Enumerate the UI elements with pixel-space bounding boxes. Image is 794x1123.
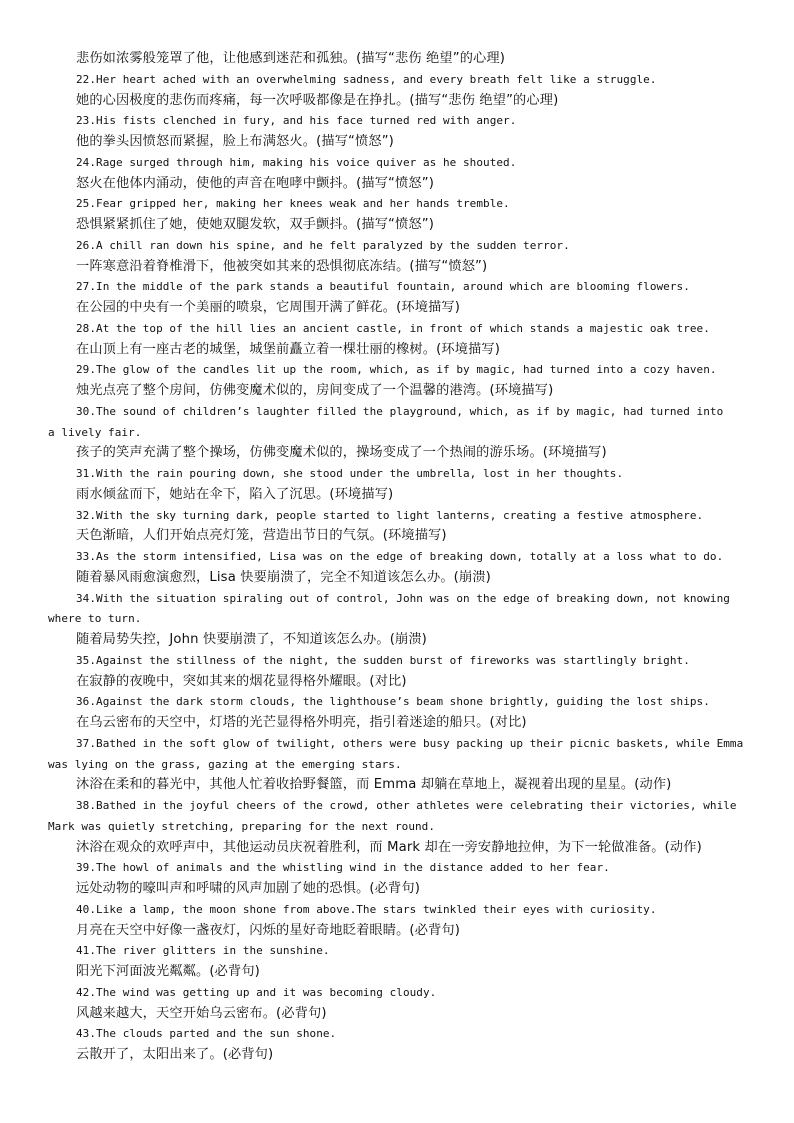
english-sentence-line: 34.With the situation spiraling out of control, John was on the edge of breaking down, not knowing xyxy=(76,591,730,605)
english-sentence-line: 31.With the rain pouring down, she stood under the umbrella, lost in her thoughts. xyxy=(76,467,624,480)
english-sentence-line: 39.The howl of animals and the whistling wind in the distance added to her fear. xyxy=(76,861,610,875)
english-sentence-line: 23.His fists clenched in fury, and his face turned red with anger. xyxy=(76,114,517,128)
chinese-translation-line: 云散开了，太阳出来了。(必背句) xyxy=(76,1047,274,1062)
english-sentence-line: 25.Fear gripped her, making her knees weak and her hands tremble. xyxy=(76,197,510,211)
chinese-translation-line: 一阵寒意沿着脊椎滑下，他被突如其来的恐惧彻底冻结。(描写“愤怒”) xyxy=(76,258,488,274)
chinese-translation-line: 他的拳头因愤怒而紧握，脸上布满怒火。(描写“愤怒”) xyxy=(76,134,394,149)
english-sentence-line: 24.Rage surged through him, making his voice quiver as he shouted. xyxy=(76,155,517,169)
chinese-translation-line: 在寂静的夜晚中，突如其来的烟花显得格外耀眼。(对比) xyxy=(76,673,407,689)
english-sentence-line: 28.At the top of the hill lies an ancient castle, in front of which stands a majestic oak tree. xyxy=(76,321,710,335)
english-sentence-line: a lively fair. xyxy=(48,425,142,439)
chinese-translation-line: 月亮在天空中好像一盏夜灯，闪烁的星好奇地眨着眼睛。(必背句) xyxy=(76,922,461,938)
chinese-translation-line: 沐浴在柔和的暮光中，其他人忙着收拾野餐篮，而 Emma 却躺在草地上，凝视着出现的星星。(动作) xyxy=(76,777,672,793)
chinese-translation-line: 在乌云密布的天空中，灯塔的光芒显得格外明亮，指引着迷途的船只。(对比) xyxy=(76,715,527,730)
english-sentence-line: Mark was quietly stretching, preparing for the next round. xyxy=(48,819,436,833)
chinese-translation-line: 随着局势失控，John 快要崩溃了，不知道该怎么办。(崩溃) xyxy=(76,632,427,647)
english-sentence-line: 37.Bathed in the soft glow of twilight, others were busy packing up their picnic baskets, while Emma xyxy=(76,736,744,750)
chinese-translation-line: 烛光点亮了整个房间，仿佛变魔术似的，房间变成了一个温馨的港湾。(环境描写) xyxy=(76,383,554,398)
chinese-translation-line: 阳光下河面波光粼粼。(必背句) xyxy=(76,964,260,979)
english-sentence-line: 42.The wind was getting up and it was becoming cloudy. xyxy=(76,985,437,999)
english-sentence-line: 33.As the storm intensified, Lisa was on the edge of breaking down, totally at a loss what to do. xyxy=(76,550,724,563)
english-sentence-line: 41.The river glitters in the sunshine. xyxy=(76,944,330,958)
chinese-translation-line: 在山顶上有一座古老的城堡，城堡前矗立着一棵壮丽的橡树。(环境描写) xyxy=(76,341,501,357)
english-sentence-line: 26.A chill ran down his spine, and he felt paralyzed by the sudden terror. xyxy=(76,238,570,252)
english-sentence-line: 30.The sound of children’s laughter filled the playground, which, as if by magic, had turned into xyxy=(76,404,724,418)
chinese-translation-line: 远处动物的嚎叫声和呼啸的风声加剧了她的恐惧。(必背句) xyxy=(76,881,421,896)
chinese-translation-line: 随着暴风雨愈演愈烈，Lisa 快要崩溃了，完全不知道该怎么办。(崩溃) xyxy=(76,569,491,585)
chinese-translation-line: 天色渐暗，人们开始点亮灯笼，营造出节日的气氛。(环境描写) xyxy=(76,528,447,544)
english-sentence-line: 38.Bathed in the joyful cheers of the crowd, other athletes were celebrating their victories, while xyxy=(76,799,737,812)
chinese-translation-line: 雨水倾盆而下，她站在伞下，陷入了沉思。(环境描写) xyxy=(76,486,394,502)
chinese-translation-line: 悲伤如浓雾般笼罩了他，让他感到迷茫和孤独。(描写“悲伤 绝望”的心理) xyxy=(76,51,506,66)
english-sentence-line: 29.The glow of the candles lit up the room, which, as if by magic, had turned into a cozy haven. xyxy=(76,363,717,377)
chinese-translation-line: 怒火在他体内涌动，使他的声音在咆哮中颤抖。(描写“愤怒”) xyxy=(76,175,434,191)
english-sentence-line: 40.Like a lamp, the moon shone from above.The stars twinkled their eyes with curiosity. xyxy=(76,902,657,916)
chinese-translation-line: 她的心因极度的悲伤而疼痛，每一次呼吸都像是在挣扎。(描写“悲伤 绝望”的心理) xyxy=(76,92,559,108)
chinese-translation-line: 恐惧紧紧抓住了她，使她双腿发软，双手颤抖。(描写“愤怒”) xyxy=(76,217,434,232)
english-sentence-line: 36.Against the dark storm clouds, the lighthouse’s beam shone brightly, guiding the lost ships. xyxy=(76,695,710,709)
chinese-translation-line: 孩子的笑声充满了整个操场，仿佛变魔术似的，操场变成了一个热闹的游乐场。(环境描写) xyxy=(76,445,607,461)
english-sentence-line: where to turn. xyxy=(48,612,142,626)
english-sentence-line: 27.In the middle of the park stands a beautiful fountain, around which are blooming flowers. xyxy=(76,280,690,294)
english-sentence-line: 43.The clouds parted and the sun shone. xyxy=(76,1027,337,1041)
chinese-translation-line: 沐浴在观众的欢呼声中，其他运动员庆祝着胜利，而 Mark 却在一旁安静地拉伸，为下一轮做准备。(动作) xyxy=(76,839,702,855)
english-sentence-line: was lying on the grass, gazing at the emerging stars. xyxy=(48,757,402,771)
english-sentence-line: 32.With the sky turning dark, people started to light lanterns, creating a festive atmosphere. xyxy=(76,508,704,522)
chinese-translation-line: 在公园的中央有一个美丽的喷泉，它周围开满了鲜花。(环境描写) xyxy=(76,300,461,315)
page-body xyxy=(48,49,748,1066)
english-sentence-line: 22.Her heart ached with an overwhelming sadness, and every breath felt like a struggle. xyxy=(76,72,657,86)
english-sentence-line: 35.Against the stillness of the night, the sudden burst of fireworks was startlingly bright. xyxy=(76,653,690,667)
chinese-translation-line: 风越来越大，天空开始乌云密布。(必背句) xyxy=(76,1005,327,1021)
